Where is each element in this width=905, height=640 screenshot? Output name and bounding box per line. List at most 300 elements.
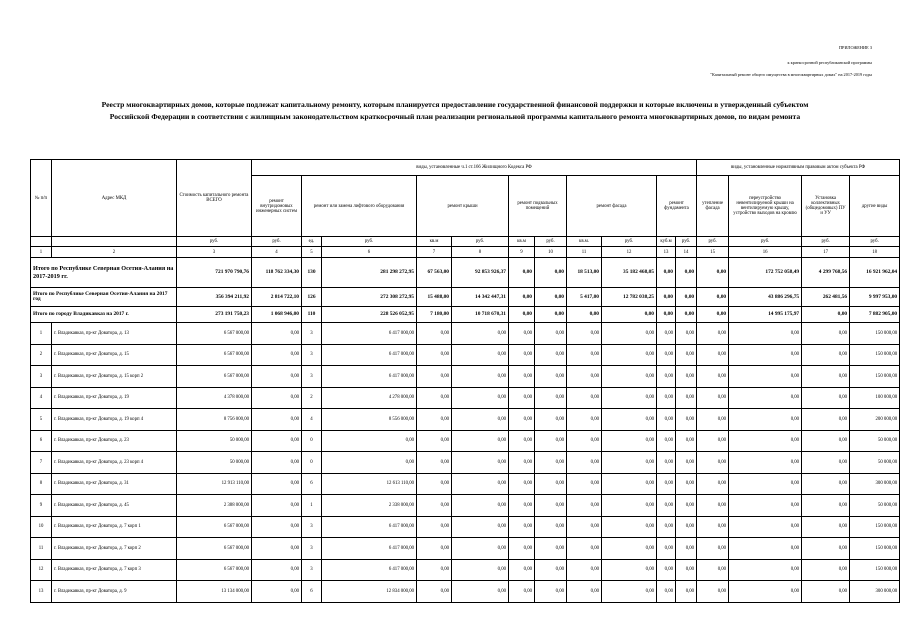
row-value-cost: 2 388 000,00: [177, 495, 252, 517]
group-header-federal: виды, установленные ч.1 ст.166 Жилищного Кодекса РФ: [252, 160, 697, 176]
row-value-roof: 0,00: [452, 473, 509, 495]
column-number-cell: 2: [52, 247, 177, 258]
row-number: 1: [31, 323, 52, 345]
table-row: [31, 559, 900, 581]
row-value-other: 50 000,00: [850, 452, 900, 474]
row-value-fnd: 0,00: [676, 559, 697, 581]
summary-value: 0,00: [676, 307, 697, 323]
row-value-meter: 0,00: [802, 473, 850, 495]
units-cell-blank: [31, 237, 52, 247]
summary-value: 262 481,56: [802, 288, 850, 307]
row-value-cost: 6 567 000,00: [177, 366, 252, 388]
row-value-lift: 8 556 000,00: [322, 409, 417, 431]
table-row: [31, 452, 900, 474]
row-value-bas: 0,00: [535, 344, 567, 366]
row-value-fnd-m: 0,00: [657, 430, 676, 452]
row-value-eng: 0,00: [252, 366, 302, 388]
row-value-fnd-m: 0,00: [657, 409, 676, 431]
row-number: 12: [31, 559, 52, 581]
row-value-other: 50 000,00: [850, 495, 900, 517]
column-number-cell: 12: [602, 247, 657, 258]
summary-value: 0,00: [802, 307, 850, 323]
row-value-meter: 0,00: [802, 323, 850, 345]
row-value-fac-m: 0,00: [567, 581, 602, 603]
unit-cell: руб.: [177, 237, 252, 247]
row-value-eng: 0,00: [252, 495, 302, 517]
unit-cell: руб.: [676, 237, 697, 247]
row-value-roof-m: 0,00: [417, 581, 452, 603]
table-row: [31, 344, 900, 366]
row-value-lift: 6 417 000,00: [322, 516, 417, 538]
row-value-roof: 0,00: [452, 387, 509, 409]
row-value-ins: 0,00: [697, 581, 729, 603]
row-value-bas: 0,00: [535, 323, 567, 345]
row-value-drain: 0,00: [729, 452, 802, 474]
row-value-roof: 0,00: [452, 452, 509, 474]
row-value-fac: 0,00: [602, 430, 657, 452]
column-number-cell: 9: [509, 247, 535, 258]
row-value-fac-m: 0,00: [567, 473, 602, 495]
summary-row: [31, 307, 900, 323]
row-value-eng: 0,00: [252, 581, 302, 603]
unit-cell: кв.м.: [567, 237, 602, 247]
table-row: [31, 387, 900, 409]
row-value-drain: 0,00: [729, 430, 802, 452]
column-header-drainage: переустройство невентилируемой крыши на вентилируемую крышу, устройство выходов на кровлю: [729, 176, 802, 237]
row-value-roof: 0,00: [452, 409, 509, 431]
row-value-eng: 0,00: [252, 473, 302, 495]
column-number-cell: 15: [697, 247, 729, 258]
row-value-meter: 0,00: [802, 581, 850, 603]
row-value-other: 150 000,00: [850, 366, 900, 388]
row-number: 6: [31, 430, 52, 452]
row-address: г. Владикавказ, пр-кт Доватора, д. 45: [52, 495, 177, 517]
row-value-ins: 0,00: [697, 516, 729, 538]
summary-value: 67 563,00: [417, 258, 452, 288]
summary-value: 0,00: [509, 288, 535, 307]
row-value-fac-m: 0,00: [567, 430, 602, 452]
summary-value: 356 394 211,92: [177, 288, 252, 307]
row-value-ins: 0,00: [697, 366, 729, 388]
row-value-fnd: 0,00: [676, 516, 697, 538]
row-value-fac-m: 0,00: [567, 366, 602, 388]
row-value-other: 300 000,00: [850, 473, 900, 495]
row-value-ins: 0,00: [697, 452, 729, 474]
row-value-cost: 8 756 000,00: [177, 409, 252, 431]
unit-cell: куб.м: [657, 237, 676, 247]
document-title-line-1: Реестр многоквартирных домов, которые подлежат капитальному ремонту, которым планируется предоставление государственной финансовой поддержки и которые включены в утвержденный субъектом: [101, 100, 809, 109]
row-value-lift-qty: 3: [302, 344, 322, 366]
row-value-fnd-m: 0,00: [657, 559, 676, 581]
row-value-drain: 0,00: [729, 409, 802, 431]
row-value-meter: 0,00: [802, 366, 850, 388]
row-value-eng: 0,00: [252, 409, 302, 431]
row-value-roof-m: 0,00: [417, 516, 452, 538]
row-address: г. Владикавказ, пр-кт Доватора, д. 19 корп 4: [52, 409, 177, 431]
summary-value: 0,00: [697, 307, 729, 323]
row-value-bas-m: 0,00: [509, 581, 535, 603]
row-value-bas-m: 0,00: [509, 452, 535, 474]
summary-value: 0,00: [567, 307, 602, 323]
row-value-cost: 6 567 000,00: [177, 344, 252, 366]
column-number-cell: 10: [535, 247, 567, 258]
row-value-fnd: 0,00: [676, 495, 697, 517]
summary-value: 14 995 175,97: [729, 307, 802, 323]
row-value-bas: 0,00: [535, 430, 567, 452]
column-header-foundation: ремонт фундамента: [657, 176, 697, 237]
summary-value: 16 921 962,04: [850, 258, 900, 288]
summary-value: 7 180,00: [417, 307, 452, 323]
row-value-drain: 0,00: [729, 387, 802, 409]
row-value-eng: 0,00: [252, 344, 302, 366]
row-value-fac: 0,00: [602, 409, 657, 431]
summary-row: [31, 258, 900, 288]
row-value-roof: 0,00: [452, 366, 509, 388]
row-value-bas: 0,00: [535, 538, 567, 560]
row-value-drain: 0,00: [729, 366, 802, 388]
row-value-ins: 0,00: [697, 473, 729, 495]
summary-value: 0,00: [657, 288, 676, 307]
row-value-fac: 0,00: [602, 473, 657, 495]
summary-value: 92 853 926,37: [452, 258, 509, 288]
row-value-cost: 12 913 110,00: [177, 473, 252, 495]
row-value-roof-m: 0,00: [417, 366, 452, 388]
row-value-drain: 0,00: [729, 559, 802, 581]
row-value-eng: 0,00: [252, 430, 302, 452]
row-value-bas-m: 0,00: [509, 323, 535, 345]
row-value-fac-m: 0,00: [567, 559, 602, 581]
row-value-other: 200 000,00: [850, 409, 900, 431]
row-value-bas: 0,00: [535, 495, 567, 517]
row-value-fac-m: 0,00: [567, 409, 602, 431]
row-value-lift-qty: 2: [302, 387, 322, 409]
row-address: г. Владикавказ, пр-кт Доватора, д. 9: [52, 581, 177, 603]
row-value-lift: 6 417 000,00: [322, 323, 417, 345]
row-value-fac: 0,00: [602, 581, 657, 603]
row-value-fac-m: 0,00: [567, 516, 602, 538]
row-value-other: 150 000,00: [850, 323, 900, 345]
row-value-roof: 0,00: [452, 430, 509, 452]
group-header-regional: виды, установленные нормативным правовым актом субъекта РФ: [697, 160, 900, 176]
column-number-cell: 6: [322, 247, 417, 258]
summary-value: 0,00: [509, 258, 535, 288]
row-number: 3: [31, 366, 52, 388]
row-number: 11: [31, 538, 52, 560]
row-value-ins: 0,00: [697, 430, 729, 452]
row-value-ins: 0,00: [697, 409, 729, 431]
row-value-roof-m: 0,00: [417, 473, 452, 495]
summary-label: Итого по Республике Северная Осетия-Алания на 2017-2019 гг.: [31, 258, 177, 288]
table-row: [31, 538, 900, 560]
row-value-bas: 0,00: [535, 581, 567, 603]
row-value-cost: 4 378 000,00: [177, 387, 252, 409]
row-value-roof: 0,00: [452, 559, 509, 581]
row-value-fnd-m: 0,00: [657, 495, 676, 517]
row-number: 4: [31, 387, 52, 409]
row-value-roof: 0,00: [452, 344, 509, 366]
column-header-facade: ремонт фасада: [567, 176, 657, 237]
row-value-lift: 0,00: [322, 430, 417, 452]
row-value-meter: 0,00: [802, 516, 850, 538]
row-value-meter: 0,00: [802, 430, 850, 452]
row-value-fac: 0,00: [602, 323, 657, 345]
row-value-drain: 0,00: [729, 323, 802, 345]
row-value-fac-m: 0,00: [567, 387, 602, 409]
column-header-address: Адрес МКД: [52, 160, 177, 237]
column-number-cell: 17: [802, 247, 850, 258]
column-number-cell: 3: [177, 247, 252, 258]
row-value-cost: 6 567 000,00: [177, 559, 252, 581]
row-value-roof-m: 0,00: [417, 344, 452, 366]
row-value-bas-m: 0,00: [509, 495, 535, 517]
summary-value: 0,00: [657, 258, 676, 288]
row-value-lift: 6 417 000,00: [322, 344, 417, 366]
row-value-fnd: 0,00: [676, 387, 697, 409]
row-value-lift-qty: 0: [302, 452, 322, 474]
summary-value: 35 182 468,05: [602, 258, 657, 288]
row-value-eng: 0,00: [252, 559, 302, 581]
row-value-bas-m: 0,00: [509, 538, 535, 560]
row-value-roof-m: 0,00: [417, 387, 452, 409]
unit-cell: руб.: [850, 237, 900, 247]
appendix-label: ПРИЛОЖЕНИЕ 3: [838, 45, 872, 50]
row-value-bas-m: 0,00: [509, 387, 535, 409]
unit-cell: руб.: [322, 237, 417, 247]
row-value-eng: 0,00: [252, 516, 302, 538]
row-value-roof-m: 0,00: [417, 409, 452, 431]
row-value-lift-qty: 3: [302, 323, 322, 345]
row-value-roof: 0,00: [452, 495, 509, 517]
column-number-cell: 16: [729, 247, 802, 258]
row-value-bas: 0,00: [535, 366, 567, 388]
row-value-roof: 0,00: [452, 323, 509, 345]
row-address: г. Владикавказ, пр-кт Доватора, д. 23 корп 4: [52, 452, 177, 474]
row-value-cost: 50 000,00: [177, 430, 252, 452]
row-address: г. Владикавказ, пр-кт Доватора, д. 23: [52, 430, 177, 452]
summary-label: Итого по городу Владикавказ на 2017 г.: [31, 307, 177, 323]
summary-value: 4 299 768,56: [802, 258, 850, 288]
summary-value: 130: [302, 258, 322, 288]
table-row: [31, 516, 900, 538]
summary-value: 43 886 296,75: [729, 288, 802, 307]
summary-value: 0,00: [535, 288, 567, 307]
row-number: 13: [31, 581, 52, 603]
row-value-bas-m: 0,00: [509, 344, 535, 366]
row-value-drain: 0,00: [729, 538, 802, 560]
column-header-num: № п/п: [31, 160, 52, 237]
unit-cell: руб.: [602, 237, 657, 247]
row-value-eng: 0,00: [252, 538, 302, 560]
row-value-drain: 0,00: [729, 495, 802, 517]
row-value-fnd-m: 0,00: [657, 516, 676, 538]
row-value-lift-qty: 4: [302, 409, 322, 431]
column-number-row: [31, 247, 900, 258]
column-header-meters: Установка коллективных (общедомовых) ПУ и УУ: [802, 176, 850, 237]
summary-value: 10 718 670,31: [452, 307, 509, 323]
summary-value: 2 814 722,10: [252, 288, 302, 307]
row-number: 2: [31, 344, 52, 366]
row-value-drain: 0,00: [729, 516, 802, 538]
unit-cell: руб.: [452, 237, 509, 247]
units-cell-blank: [52, 237, 177, 247]
summary-value: 0,00: [697, 288, 729, 307]
row-value-bas-m: 0,00: [509, 516, 535, 538]
summary-value: 0,00: [535, 307, 567, 323]
unit-cell: кв.м: [509, 237, 535, 247]
row-value-fnd-m: 0,00: [657, 387, 676, 409]
unit-cell: руб.: [697, 237, 729, 247]
column-number-cell: 8: [452, 247, 509, 258]
summary-value: 0,00: [676, 288, 697, 307]
row-value-other: 100 000,00: [850, 387, 900, 409]
row-value-roof: 0,00: [452, 581, 509, 603]
row-value-ins: 0,00: [697, 344, 729, 366]
row-value-other: 150 000,00: [850, 538, 900, 560]
row-value-bas-m: 0,00: [509, 559, 535, 581]
table-row: [31, 430, 900, 452]
row-value-ins: 0,00: [697, 538, 729, 560]
summary-value: 18 513,00: [567, 258, 602, 288]
row-value-fnd-m: 0,00: [657, 323, 676, 345]
row-value-lift-qty: 3: [302, 366, 322, 388]
row-value-ins: 0,00: [697, 387, 729, 409]
summary-value: 0,00: [602, 307, 657, 323]
unit-cell: руб.: [252, 237, 302, 247]
column-header-roof: ремонт крыши: [417, 176, 509, 237]
row-value-eng: 0,00: [252, 387, 302, 409]
unit-cell: кв.м: [417, 237, 452, 247]
summary-value: 110: [302, 307, 322, 323]
row-value-cost: 6 567 000,00: [177, 323, 252, 345]
unit-cell: руб.: [729, 237, 802, 247]
column-header-basement: ремонт подвальных помещений: [509, 176, 567, 237]
row-value-lift-qty: 3: [302, 538, 322, 560]
row-value-ins: 0,00: [697, 323, 729, 345]
row-value-fac: 0,00: [602, 452, 657, 474]
summary-value: 721 970 790,76: [177, 258, 252, 288]
row-value-fnd-m: 0,00: [657, 366, 676, 388]
row-value-bas-m: 0,00: [509, 409, 535, 431]
row-value-bas: 0,00: [535, 559, 567, 581]
row-value-fnd: 0,00: [676, 538, 697, 560]
repair-registry-table: [30, 159, 900, 603]
row-value-ins: 0,00: [697, 495, 729, 517]
row-value-fnd: 0,00: [676, 366, 697, 388]
row-value-fac: 0,00: [602, 516, 657, 538]
column-header-facade-insulation: утепление фасада: [697, 176, 729, 237]
row-value-fac-m: 0,00: [567, 495, 602, 517]
row-value-lift-qty: 6: [302, 473, 322, 495]
row-value-lift-qty: 1: [302, 495, 322, 517]
row-number: 10: [31, 516, 52, 538]
row-value-lift-qty: 3: [302, 559, 322, 581]
column-header-elevator: ремонт или замена лифтового оборудования: [302, 176, 417, 237]
row-value-lift-qty: 6: [302, 581, 322, 603]
row-value-fnd-m: 0,00: [657, 581, 676, 603]
summary-value: 228 526 052,95: [322, 307, 417, 323]
row-value-meter: 0,00: [802, 409, 850, 431]
row-value-fnd: 0,00: [676, 452, 697, 474]
row-value-bas-m: 0,00: [509, 366, 535, 388]
table-row: [31, 581, 900, 603]
summary-value: 273 191 750,23: [177, 307, 252, 323]
row-value-fnd-m: 0,00: [657, 452, 676, 474]
row-value-fnd-m: 0,00: [657, 473, 676, 495]
row-value-eng: 0,00: [252, 452, 302, 474]
row-address: г. Владикавказ, пр-кт Доватора, д. 31: [52, 473, 177, 495]
summary-row: [31, 288, 900, 307]
row-value-bas: 0,00: [535, 452, 567, 474]
row-value-fac: 0,00: [602, 344, 657, 366]
row-value-lift: 6 417 000,00: [322, 538, 417, 560]
row-value-fnd: 0,00: [676, 473, 697, 495]
row-value-fnd: 0,00: [676, 409, 697, 431]
column-number-cell: 14: [676, 247, 697, 258]
row-value-lift: 4 278 000,00: [322, 387, 417, 409]
row-value-lift: 6 417 000,00: [322, 366, 417, 388]
column-number-cell: 5: [302, 247, 322, 258]
column-number-cell: 4: [252, 247, 302, 258]
row-value-cost: 6 567 000,00: [177, 516, 252, 538]
summary-value: 0,00: [657, 307, 676, 323]
units-row: [31, 237, 900, 247]
summary-value: 281 298 272,95: [322, 258, 417, 288]
row-value-bas: 0,00: [535, 409, 567, 431]
row-address: г. Владикавказ, пр-кт Доватора, д. 13: [52, 323, 177, 345]
row-number: 7: [31, 452, 52, 474]
row-number: 9: [31, 495, 52, 517]
row-value-fnd: 0,00: [676, 344, 697, 366]
row-value-roof-m: 0,00: [417, 323, 452, 345]
summary-value: 1 068 946,00: [252, 307, 302, 323]
summary-value: 9 997 953,00: [850, 288, 900, 307]
row-address: г. Владикавказ, пр-кт Доватора, д. 15 корп 2: [52, 366, 177, 388]
row-value-lift-qty: 0: [302, 430, 322, 452]
row-value-fac: 0,00: [602, 387, 657, 409]
document-title-line-2: Российской Федерации в соответствии с жилищным законодательством краткосрочный план реализации региональной программы капитального ремонта многоквартирных домов, по видам ремонта: [109, 112, 801, 121]
unit-cell: руб.: [535, 237, 567, 247]
row-value-fac: 0,00: [602, 366, 657, 388]
row-value-cost: 50 000,00: [177, 452, 252, 474]
summary-value: 12 782 038,25: [602, 288, 657, 307]
row-value-fac: 0,00: [602, 559, 657, 581]
program-name: "Капитальный ремонт общего имущества в многоквартирных домах" на 2017-2019 годы: [710, 72, 872, 77]
row-value-other: 50 000,00: [850, 430, 900, 452]
row-address: г. Владикавказ, пр-кт Доватора, д. 15: [52, 344, 177, 366]
row-value-cost: 6 567 000,00: [177, 538, 252, 560]
header-group-row: [31, 160, 900, 176]
table-row: [31, 323, 900, 345]
row-value-lift: 2 338 000,00: [322, 495, 417, 517]
row-address: г. Владикавказ, пр-кт Доватора, д. 7 корп 1: [52, 516, 177, 538]
row-value-fac-m: 0,00: [567, 344, 602, 366]
column-number-cell: 7: [417, 247, 452, 258]
row-address: г. Владикавказ, пр-кт Доватора, д. 7 корп 2: [52, 538, 177, 560]
summary-value: 272 308 272,95: [322, 288, 417, 307]
row-value-roof: 0,00: [452, 538, 509, 560]
summary-value: 118 762 334,30: [252, 258, 302, 288]
summary-value: 15 488,00: [417, 288, 452, 307]
row-address: г. Владикавказ, пр-кт Доватора, д. 7 корп 3: [52, 559, 177, 581]
row-address: г. Владикавказ, пр-кт Доватора, д. 19: [52, 387, 177, 409]
summary-value: 0,00: [509, 307, 535, 323]
column-number-cell: 13: [657, 247, 676, 258]
summary-value: 172 752 058,49: [729, 258, 802, 288]
row-value-fac-m: 0,00: [567, 323, 602, 345]
row-value-roof-m: 0,00: [417, 495, 452, 517]
row-value-fnd-m: 0,00: [657, 538, 676, 560]
column-header-other: другие виды: [850, 176, 900, 237]
